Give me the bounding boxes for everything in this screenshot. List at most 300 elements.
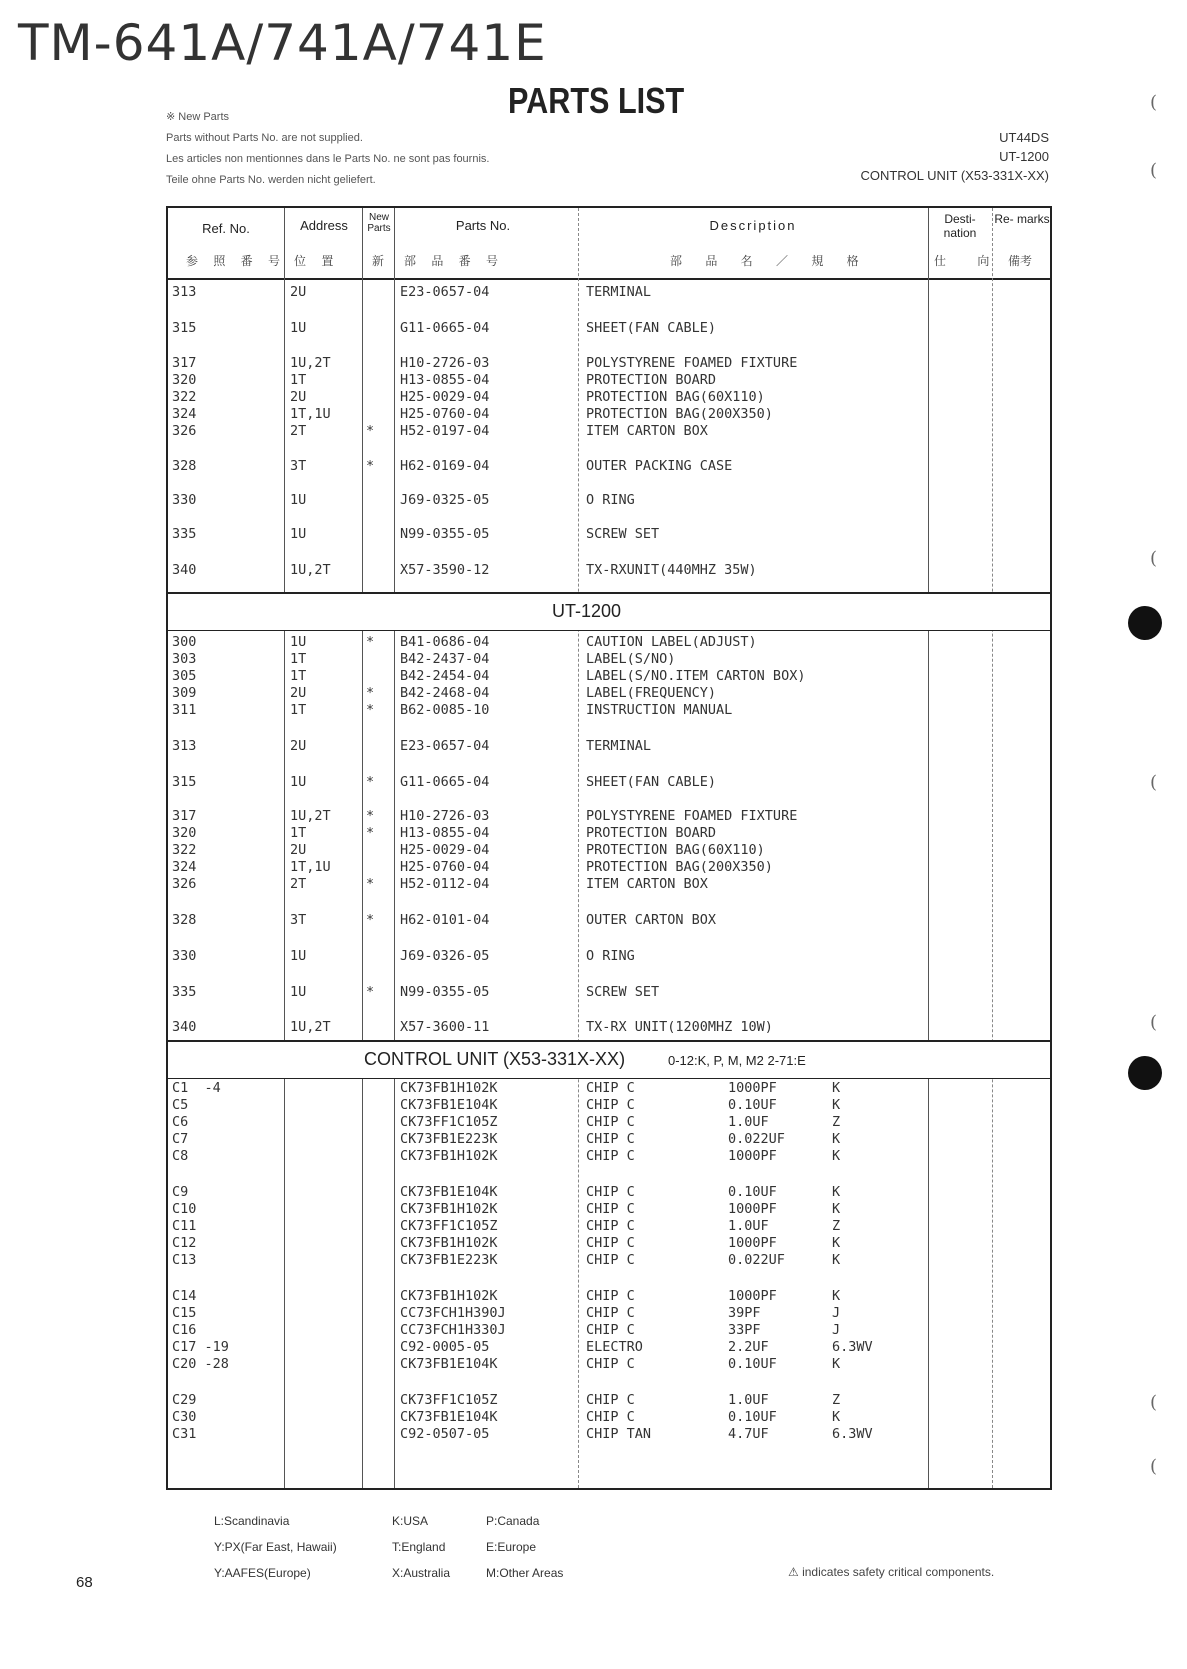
ref-no: 315 [172, 320, 197, 336]
ref-no: 300 [172, 634, 197, 650]
safety-note: ⚠ indicates safety critical components. [788, 1565, 995, 1579]
table-row [168, 284, 1050, 301]
ref-no: C29 [172, 1392, 197, 1408]
ref-no: 335 [172, 984, 197, 1000]
value: 0.022UF [728, 1131, 785, 1147]
new-part-mark: * [366, 825, 375, 841]
ref-no: 322 [172, 389, 197, 405]
ref-no: 324 [172, 859, 197, 875]
table-row [168, 389, 1050, 406]
ref-no: 324 [172, 406, 197, 422]
part-no: CK73FB1H102K [400, 1148, 498, 1164]
description: CHIP C [586, 1201, 635, 1217]
description: CHIP C [586, 1097, 635, 1113]
section-header [168, 592, 1050, 631]
table-row [168, 1339, 1050, 1356]
description: CHIP C [586, 1288, 635, 1304]
table-row [168, 651, 1050, 668]
section-title: UT-1200 [552, 601, 622, 621]
table-row [168, 859, 1050, 876]
table-row [168, 1080, 1050, 1097]
description: CHIP TAN [586, 1426, 652, 1442]
address: 2U [290, 389, 307, 405]
description: CHIP C [586, 1184, 635, 1200]
binding-mark: ( [1150, 160, 1158, 181]
table-row [168, 1235, 1050, 1252]
address: 1U [290, 984, 307, 1000]
legend-row-1-a: L:Scandinavia [214, 1514, 290, 1528]
new-part-mark: * [366, 702, 375, 718]
value: 0.10UF [728, 1097, 777, 1113]
table-row [168, 1218, 1050, 1235]
table-row [168, 842, 1050, 859]
description: CHIP C [586, 1252, 635, 1268]
parts-table [166, 206, 1052, 1490]
ref-no: C9 [172, 1184, 189, 1200]
ref-no: 320 [172, 825, 197, 841]
description: TERMINAL [586, 738, 652, 754]
address: 1T [290, 702, 307, 718]
description: TERMINAL [586, 284, 652, 300]
address: 2U [290, 738, 307, 754]
address: 1U,2T [290, 562, 331, 578]
legend-row-2-c: E:Europe [486, 1540, 537, 1554]
table-row [168, 492, 1050, 509]
part-no: CC73FCH1H390J [400, 1305, 506, 1321]
binding-mark: ( [1150, 1012, 1158, 1033]
tolerance: K [832, 1252, 841, 1268]
binding-mark: ( [1150, 772, 1158, 793]
ref-no: C14 [172, 1288, 197, 1304]
part-no: H25-0029-04 [400, 389, 490, 405]
table-row [168, 1148, 1050, 1165]
description: CHIP C [586, 1409, 635, 1425]
new-part-mark: * [366, 634, 375, 650]
table-row [168, 1184, 1050, 1201]
description: INSTRUCTION MANUAL [586, 702, 733, 718]
address: 1T [290, 372, 307, 388]
tolerance: 6.3WV [832, 1426, 873, 1442]
part-no: CK73FB1H102K [400, 1080, 498, 1096]
table-row [168, 458, 1050, 475]
parts-list-title: PARTS LIST [508, 80, 685, 121]
part-no: H62-0169-04 [400, 458, 490, 474]
ref-no: C12 [172, 1235, 197, 1251]
ref-no: 313 [172, 284, 197, 300]
tolerance: K [832, 1097, 841, 1113]
part-no: CK73FB1E104K [400, 1409, 498, 1425]
description: CHIP C [586, 1218, 635, 1234]
table-row [168, 526, 1050, 543]
address: 1U,2T [290, 1019, 331, 1035]
table-row [168, 1131, 1050, 1148]
address: 1U [290, 634, 307, 650]
table-row [168, 948, 1050, 965]
unit-label-ut44ds: UT44DS [999, 130, 1049, 145]
description: LABEL(FREQUENCY) [586, 685, 717, 701]
description: CHIP C [586, 1148, 635, 1164]
tolerance: K [832, 1080, 841, 1096]
table-row [168, 984, 1050, 1001]
col-new-jp: 新 [372, 254, 391, 268]
description: LABEL(S/NO) [586, 651, 676, 667]
part-no: B42-2437-04 [400, 651, 490, 667]
address: 1T [290, 668, 307, 684]
ref-no: 317 [172, 808, 197, 824]
new-part-mark: * [366, 423, 375, 439]
new-parts-note: ※ New Parts [166, 111, 230, 123]
description: O RING [586, 492, 635, 508]
ref-no: C10 [172, 1201, 197, 1217]
page-number: 68 [76, 1574, 93, 1591]
table-row [168, 685, 1050, 702]
part-no: H10-2726-03 [400, 355, 490, 371]
part-no: CK73FF1C105Z [400, 1114, 498, 1130]
legend-row-1-b: K:USA [392, 1514, 429, 1528]
part-no: H25-0029-04 [400, 842, 490, 858]
value: 1.0UF [728, 1218, 769, 1234]
legend-row-2-b: T:England [392, 1540, 446, 1554]
new-part-mark: * [366, 458, 375, 474]
description: SHEET(FAN CABLE) [586, 774, 717, 790]
ref-no: C8 [172, 1148, 189, 1164]
table-row [168, 808, 1050, 825]
part-no: CK73FB1E104K [400, 1184, 498, 1200]
address: 1U,2T [290, 355, 331, 371]
description: ITEM CARTON BOX [586, 876, 708, 892]
value: 1000PF [728, 1201, 777, 1217]
tolerance: J [832, 1322, 841, 1338]
address: 2T [290, 876, 307, 892]
address: 1U [290, 492, 307, 508]
part-no: CK73FB1H102K [400, 1288, 498, 1304]
part-no: H52-0197-04 [400, 423, 490, 439]
table-header [168, 208, 1050, 280]
ref-no: 322 [172, 842, 197, 858]
part-no: B42-2468-04 [400, 685, 490, 701]
table-row [168, 738, 1050, 755]
part-no: CK73FB1H102K [400, 1235, 498, 1251]
ref-no: 311 [172, 702, 197, 718]
part-no: CK73FF1C105Z [400, 1392, 498, 1408]
new-part-mark: * [366, 984, 375, 1000]
description: ELECTRO [586, 1339, 643, 1355]
description: PROTECTION BAG(60X110) [586, 842, 765, 858]
address: 1U [290, 526, 307, 542]
table-row [168, 1252, 1050, 1269]
ref-no: 340 [172, 1019, 197, 1035]
ref-no: C13 [172, 1252, 197, 1268]
part-no: CK73FB1E104K [400, 1097, 498, 1113]
address: 2T [290, 423, 307, 439]
tolerance: K [832, 1288, 841, 1304]
value: 0.10UF [728, 1409, 777, 1425]
description: PROTECTION BOARD [586, 825, 717, 841]
table-row [168, 406, 1050, 423]
col-remarks: Re- marks [994, 212, 1050, 226]
punch-hole-lower [1128, 1056, 1162, 1090]
part-no: CK73FB1E223K [400, 1252, 498, 1268]
part-no: H10-2726-03 [400, 808, 490, 824]
part-no: B42-2454-04 [400, 668, 490, 684]
table-row [168, 876, 1050, 893]
value: 2.2UF [728, 1339, 769, 1355]
address: 1U [290, 774, 307, 790]
section-subtitle: 0-12:K, P, M, M2 2-71:E [668, 1053, 806, 1068]
tolerance: Z [832, 1114, 841, 1130]
address: 1T [290, 825, 307, 841]
value: 4.7UF [728, 1426, 769, 1442]
description: PROTECTION BAG(60X110) [586, 389, 765, 405]
part-no: J69-0326-05 [400, 948, 490, 964]
table-row [168, 1019, 1050, 1036]
col-remarks-jp: 備考 [1008, 254, 1033, 268]
binding-mark: ( [1150, 1392, 1158, 1413]
col-parts-no: Parts No. [455, 218, 511, 233]
part-no: H13-0855-04 [400, 372, 490, 388]
description: TX-RX UNIT(1200MHZ 10W) [586, 1019, 773, 1035]
ref-no: 309 [172, 685, 197, 701]
part-no: CK73FB1E223K [400, 1131, 498, 1147]
description: CAUTION LABEL(ADJUST) [586, 634, 757, 650]
part-no: E23-0657-04 [400, 284, 490, 300]
table-row [168, 423, 1050, 440]
address: 2U [290, 685, 307, 701]
table-row [168, 1114, 1050, 1131]
description: OUTER CARTON BOX [586, 912, 717, 928]
col-ref: Ref. No. [202, 221, 250, 236]
legend-row-1-c: P:Canada [486, 1514, 540, 1528]
description: CHIP C [586, 1080, 635, 1096]
part-no: CK73FF1C105Z [400, 1218, 498, 1234]
part-no: H13-0855-04 [400, 825, 490, 841]
value: 1000PF [728, 1288, 777, 1304]
value: 1.0UF [728, 1392, 769, 1408]
ref-no: 335 [172, 526, 197, 542]
ref-no: C20 -28 [172, 1356, 229, 1372]
ref-no: 305 [172, 668, 197, 684]
part-no: X57-3600-11 [400, 1019, 490, 1035]
tolerance: 6.3WV [832, 1339, 873, 1355]
description: CHIP C [586, 1392, 635, 1408]
tolerance: K [832, 1201, 841, 1217]
address: 1U,2T [290, 808, 331, 824]
table-row [168, 372, 1050, 389]
ref-no: C6 [172, 1114, 189, 1130]
description: SCREW SET [586, 526, 660, 542]
ref-no: C5 [172, 1097, 189, 1113]
col-destination: Desti- nation [943, 212, 977, 240]
ref-no: 315 [172, 774, 197, 790]
section-title: CONTROL UNIT (X53-331X-XX) [364, 1049, 626, 1069]
value: 33PF [728, 1322, 761, 1338]
table-row [168, 1288, 1050, 1305]
new-part-mark: * [366, 876, 375, 892]
ref-no: C11 [172, 1218, 197, 1234]
ref-no: 326 [172, 423, 197, 439]
part-no: G11-0665-04 [400, 774, 490, 790]
unit-label-control: CONTROL UNIT (X53-331X-XX) [860, 168, 1049, 183]
ref-no: 303 [172, 651, 197, 667]
ref-no: 328 [172, 458, 197, 474]
ref-no: C7 [172, 1131, 189, 1147]
description: SHEET(FAN CABLE) [586, 320, 717, 336]
address: 3T [290, 458, 307, 474]
part-no: H25-0760-04 [400, 859, 490, 875]
new-part-mark: * [366, 808, 375, 824]
unit-label-ut1200: UT-1200 [999, 149, 1049, 164]
tolerance: K [832, 1184, 841, 1200]
description: SCREW SET [586, 984, 660, 1000]
value: 1000PF [728, 1235, 777, 1251]
part-no: C92-0507-05 [400, 1426, 490, 1442]
binding-mark: ( [1150, 92, 1158, 113]
legend-row-3-b: X:Australia [392, 1566, 451, 1580]
value: 1000PF [728, 1080, 777, 1096]
description: LABEL(S/NO.ITEM CARTON BOX) [586, 668, 806, 684]
address: 2U [290, 284, 307, 300]
description: CHIP C [586, 1114, 635, 1130]
address: 2U [290, 842, 307, 858]
legend-row-3-a: Y:AAFES(Europe) [214, 1566, 311, 1580]
description: CHIP C [586, 1356, 635, 1372]
description: TX-RXUNIT(440MHZ 35W) [586, 562, 757, 578]
table-row [168, 1356, 1050, 1373]
description: OUTER PACKING CASE [586, 458, 733, 474]
ref-no: C30 [172, 1409, 197, 1425]
table-row [168, 634, 1050, 651]
value: 1000PF [728, 1148, 777, 1164]
description: O RING [586, 948, 635, 964]
ref-no: 326 [172, 876, 197, 892]
tolerance: Z [832, 1392, 841, 1408]
binding-mark: ( [1150, 548, 1158, 569]
table-row [168, 1305, 1050, 1322]
ref-no: C15 [172, 1305, 197, 1321]
ref-no: 340 [172, 562, 197, 578]
not-supplied-note-fr: Les articles non mentionnes dans le Parts No. ne sont pas fournis. [166, 153, 490, 165]
tolerance: J [832, 1305, 841, 1321]
description: CHIP C [586, 1235, 635, 1251]
ref-no: 320 [172, 372, 197, 388]
table-row [168, 1409, 1050, 1426]
address: 1T,1U [290, 859, 331, 875]
not-supplied-note-en: Parts without Parts No. are not supplied. [166, 132, 363, 144]
tolerance: K [832, 1148, 841, 1164]
col-description: Description [709, 218, 797, 233]
part-no: N99-0355-05 [400, 984, 490, 1000]
address: 3T [290, 912, 307, 928]
col-description-jp: 部 品 名 ／ 規 格 [670, 254, 869, 268]
not-supplied-note-de: Teile ohne Parts No. werden nicht geliefert. [166, 174, 376, 186]
part-no: CK73FB1H102K [400, 1201, 498, 1217]
description: CHIP C [586, 1305, 635, 1321]
table-row [168, 562, 1050, 579]
table-row [168, 702, 1050, 719]
part-no: B41-0686-04 [400, 634, 490, 650]
value: 0.10UF [728, 1184, 777, 1200]
address: 1T [290, 651, 307, 667]
table-row [168, 320, 1050, 337]
address: 1T,1U [290, 406, 331, 422]
part-no: B62-0085-10 [400, 702, 490, 718]
description: CHIP C [586, 1322, 635, 1338]
part-no: J69-0325-05 [400, 492, 490, 508]
table-row [168, 1322, 1050, 1339]
col-new: New Parts [367, 212, 391, 234]
part-no: CK73FB1E104K [400, 1356, 498, 1372]
table-row [168, 668, 1050, 685]
ref-no: C31 [172, 1426, 197, 1442]
value: 39PF [728, 1305, 761, 1321]
description: PROTECTION BOARD [586, 372, 717, 388]
tolerance: K [832, 1131, 841, 1147]
description: PROTECTION BAG(200X350) [586, 859, 773, 875]
table-row [168, 825, 1050, 842]
model-title: TM-641A/741A/741E [18, 14, 547, 72]
value: 1.0UF [728, 1114, 769, 1130]
table-row [168, 912, 1050, 929]
part-no: H52-0112-04 [400, 876, 490, 892]
tolerance: K [832, 1409, 841, 1425]
value: 0.022UF [728, 1252, 785, 1268]
section-header [168, 1040, 1050, 1079]
tolerance: K [832, 1356, 841, 1372]
col-destination-jp: 仕 向 [934, 254, 1004, 268]
ref-no: C1 -4 [172, 1080, 221, 1096]
col-parts-no-jp: 部 品 番 号 [404, 254, 505, 268]
ref-no: 330 [172, 948, 197, 964]
ref-no: 330 [172, 492, 197, 508]
part-no: X57-3590-12 [400, 562, 490, 578]
address: 1U [290, 948, 307, 964]
new-part-mark: * [366, 774, 375, 790]
table-row [168, 1097, 1050, 1114]
address: 1U [290, 320, 307, 336]
col-ref-jp: 参 照 番 号 [186, 254, 287, 268]
description: PROTECTION BAG(200X350) [586, 406, 773, 422]
legend-row-2-a: Y:PX(Far East, Hawaii) [214, 1540, 337, 1554]
description: ITEM CARTON BOX [586, 423, 708, 439]
legend-row-3-c: M:Other Areas [486, 1566, 564, 1580]
new-part-mark: * [366, 912, 375, 928]
description: POLYSTYRENE FOAMED FIXTURE [586, 808, 798, 824]
table-row [168, 774, 1050, 791]
table-row [168, 355, 1050, 372]
ref-no: C16 [172, 1322, 197, 1338]
ref-no: 317 [172, 355, 197, 371]
col-address: Address [300, 218, 348, 233]
ref-no: 328 [172, 912, 197, 928]
ref-no: 313 [172, 738, 197, 754]
description: POLYSTYRENE FOAMED FIXTURE [586, 355, 798, 371]
part-no: H62-0101-04 [400, 912, 490, 928]
table-row [168, 1201, 1050, 1218]
part-no: CC73FCH1H330J [400, 1322, 506, 1338]
table-row [168, 1426, 1050, 1443]
table-row [168, 1392, 1050, 1409]
tolerance: Z [832, 1218, 841, 1234]
binding-mark: ( [1150, 1456, 1158, 1477]
part-no: H25-0760-04 [400, 406, 490, 422]
part-no: C92-0005-05 [400, 1339, 490, 1355]
part-no: G11-0665-04 [400, 320, 490, 336]
tolerance: K [832, 1235, 841, 1251]
col-address-jp: 位 置 [294, 254, 340, 268]
punch-hole-upper [1128, 606, 1162, 640]
part-no: N99-0355-05 [400, 526, 490, 542]
value: 0.10UF [728, 1356, 777, 1372]
